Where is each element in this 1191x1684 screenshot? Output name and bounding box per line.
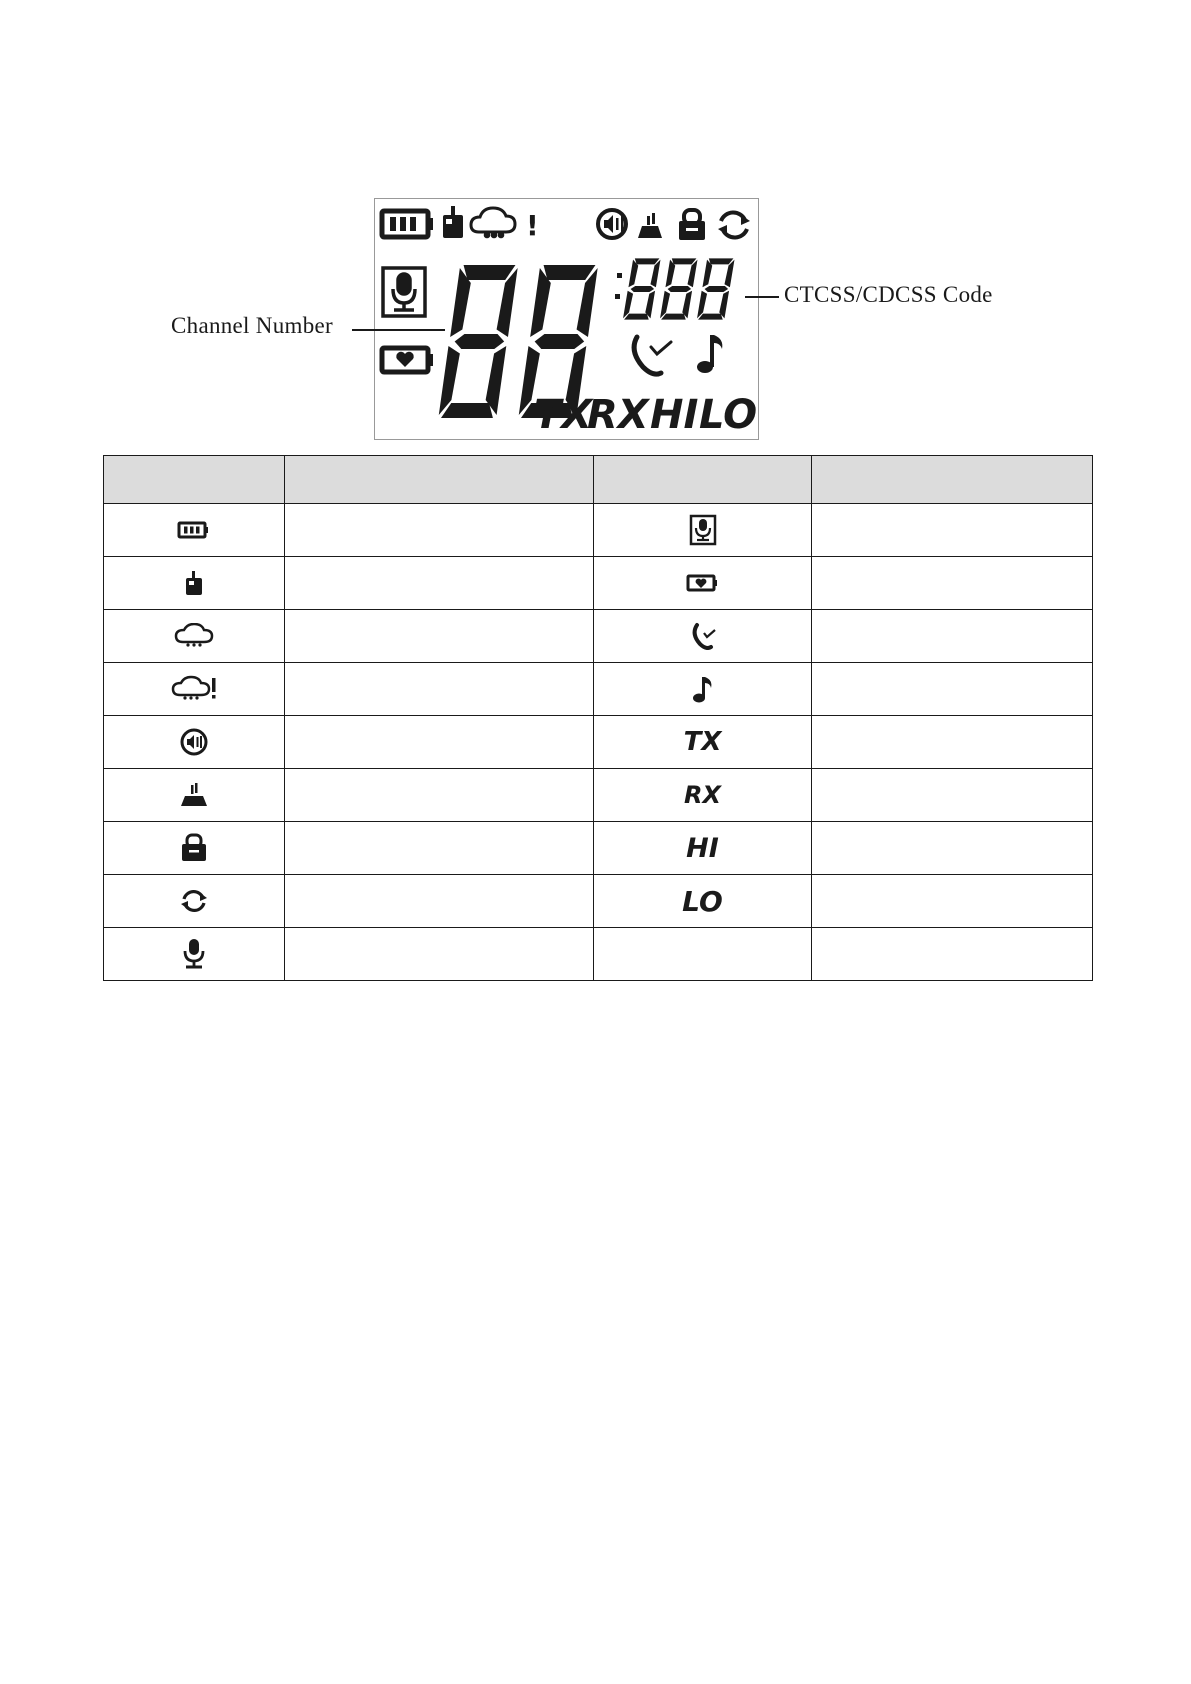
table-row	[104, 663, 1093, 716]
table-cell-desc	[285, 663, 594, 716]
alert-mark: !	[526, 209, 539, 242]
scan-icon	[638, 213, 662, 238]
table-row	[104, 875, 1093, 928]
table-cell-tx	[594, 716, 812, 769]
mode-lo: LO	[699, 392, 758, 438]
table-cell-rx	[594, 769, 812, 822]
table-row	[104, 610, 1093, 663]
table-cell-desc	[812, 504, 1093, 557]
table-cell-desc	[285, 875, 594, 928]
table-row	[104, 822, 1093, 875]
dual-watch-icon	[718, 212, 750, 237]
table-row	[104, 716, 1093, 769]
music-note-icon	[697, 335, 722, 373]
table-cell-icon	[104, 663, 285, 716]
scan-icon	[179, 782, 209, 808]
call-check-icon	[634, 337, 671, 374]
microphone-icon	[181, 938, 207, 970]
lcd-graphic	[375, 199, 760, 441]
rx-label: RX	[684, 781, 721, 809]
voice-record-icon	[689, 514, 717, 546]
table-row	[104, 557, 1093, 610]
ctcss-leader	[745, 296, 779, 298]
battery-icon	[177, 520, 211, 540]
lcd-display	[374, 198, 759, 440]
call-check-icon	[689, 622, 717, 650]
speaker-icon	[179, 727, 209, 757]
table-cell-empty	[594, 928, 812, 981]
walkie-talkie-icon	[443, 206, 463, 238]
table-cell-icon	[594, 663, 812, 716]
mode-hi: HI	[650, 392, 699, 438]
table-cell-desc	[285, 928, 594, 981]
table-cell-desc	[285, 557, 594, 610]
table-row	[104, 769, 1093, 822]
table-cell-icon	[104, 557, 285, 610]
table-cell-desc	[285, 504, 594, 557]
battery-heart-icon	[686, 573, 720, 593]
voice-record-icon	[383, 268, 425, 316]
table-cell-icon	[594, 557, 812, 610]
table-cell-icon	[104, 875, 285, 928]
header-icon-2	[594, 456, 812, 504]
table-cell-icon	[594, 610, 812, 663]
lock-icon	[679, 210, 705, 240]
table-cell-desc	[285, 610, 594, 663]
table-cell-desc	[812, 557, 1093, 610]
header-desc-1	[285, 456, 594, 504]
table-header-row	[104, 456, 1093, 504]
dual-watch-icon	[180, 887, 208, 915]
code-digits	[623, 258, 735, 319]
table-cell-desc	[285, 769, 594, 822]
ctcss-code-label: CTCSS/CDCSS Code	[784, 282, 993, 307]
table-cell-desc	[285, 716, 594, 769]
weather-alert-icon	[471, 208, 515, 237]
table-row	[104, 504, 1093, 557]
table-cell-desc	[812, 663, 1093, 716]
lo-label: LO	[682, 884, 723, 918]
table-cell-icon	[104, 822, 285, 875]
table-cell-icon	[104, 504, 285, 557]
header-desc-2	[812, 456, 1093, 504]
weather-alert-icon	[170, 675, 218, 703]
music-note-icon	[691, 674, 715, 704]
hi-label: HI	[686, 832, 719, 864]
weather-icon	[173, 623, 215, 649]
table-cell-icon	[104, 928, 285, 981]
header-icon-1	[104, 456, 285, 504]
table-cell-desc	[812, 716, 1093, 769]
icon-legend-table	[103, 455, 1093, 981]
lock-icon	[180, 833, 208, 863]
table-cell-desc	[812, 610, 1093, 663]
tx-label: TX	[683, 727, 722, 757]
mode-tx: TX	[534, 392, 593, 438]
battery-icon	[382, 211, 433, 237]
table-cell-desc	[812, 822, 1093, 875]
speaker-icon	[598, 210, 626, 238]
table-cell-desc	[285, 822, 594, 875]
table-cell-desc	[812, 769, 1093, 822]
battery-heart-icon	[382, 348, 433, 372]
table-cell-desc	[812, 875, 1093, 928]
table-cell-hi	[594, 822, 812, 875]
walkie-talkie-icon	[182, 570, 206, 596]
table-cell-icon	[104, 716, 285, 769]
channel-number-leader	[352, 329, 445, 331]
mode-rx: RX	[587, 392, 649, 438]
table-row	[104, 928, 1093, 981]
mode-labels	[534, 392, 757, 438]
table-cell-icon	[104, 610, 285, 663]
table-cell-icon	[104, 769, 285, 822]
table-cell-icon	[594, 504, 812, 557]
table-cell-desc	[812, 928, 1093, 981]
table-cell-lo	[594, 875, 812, 928]
channel-number-label: Channel Number	[171, 313, 333, 338]
